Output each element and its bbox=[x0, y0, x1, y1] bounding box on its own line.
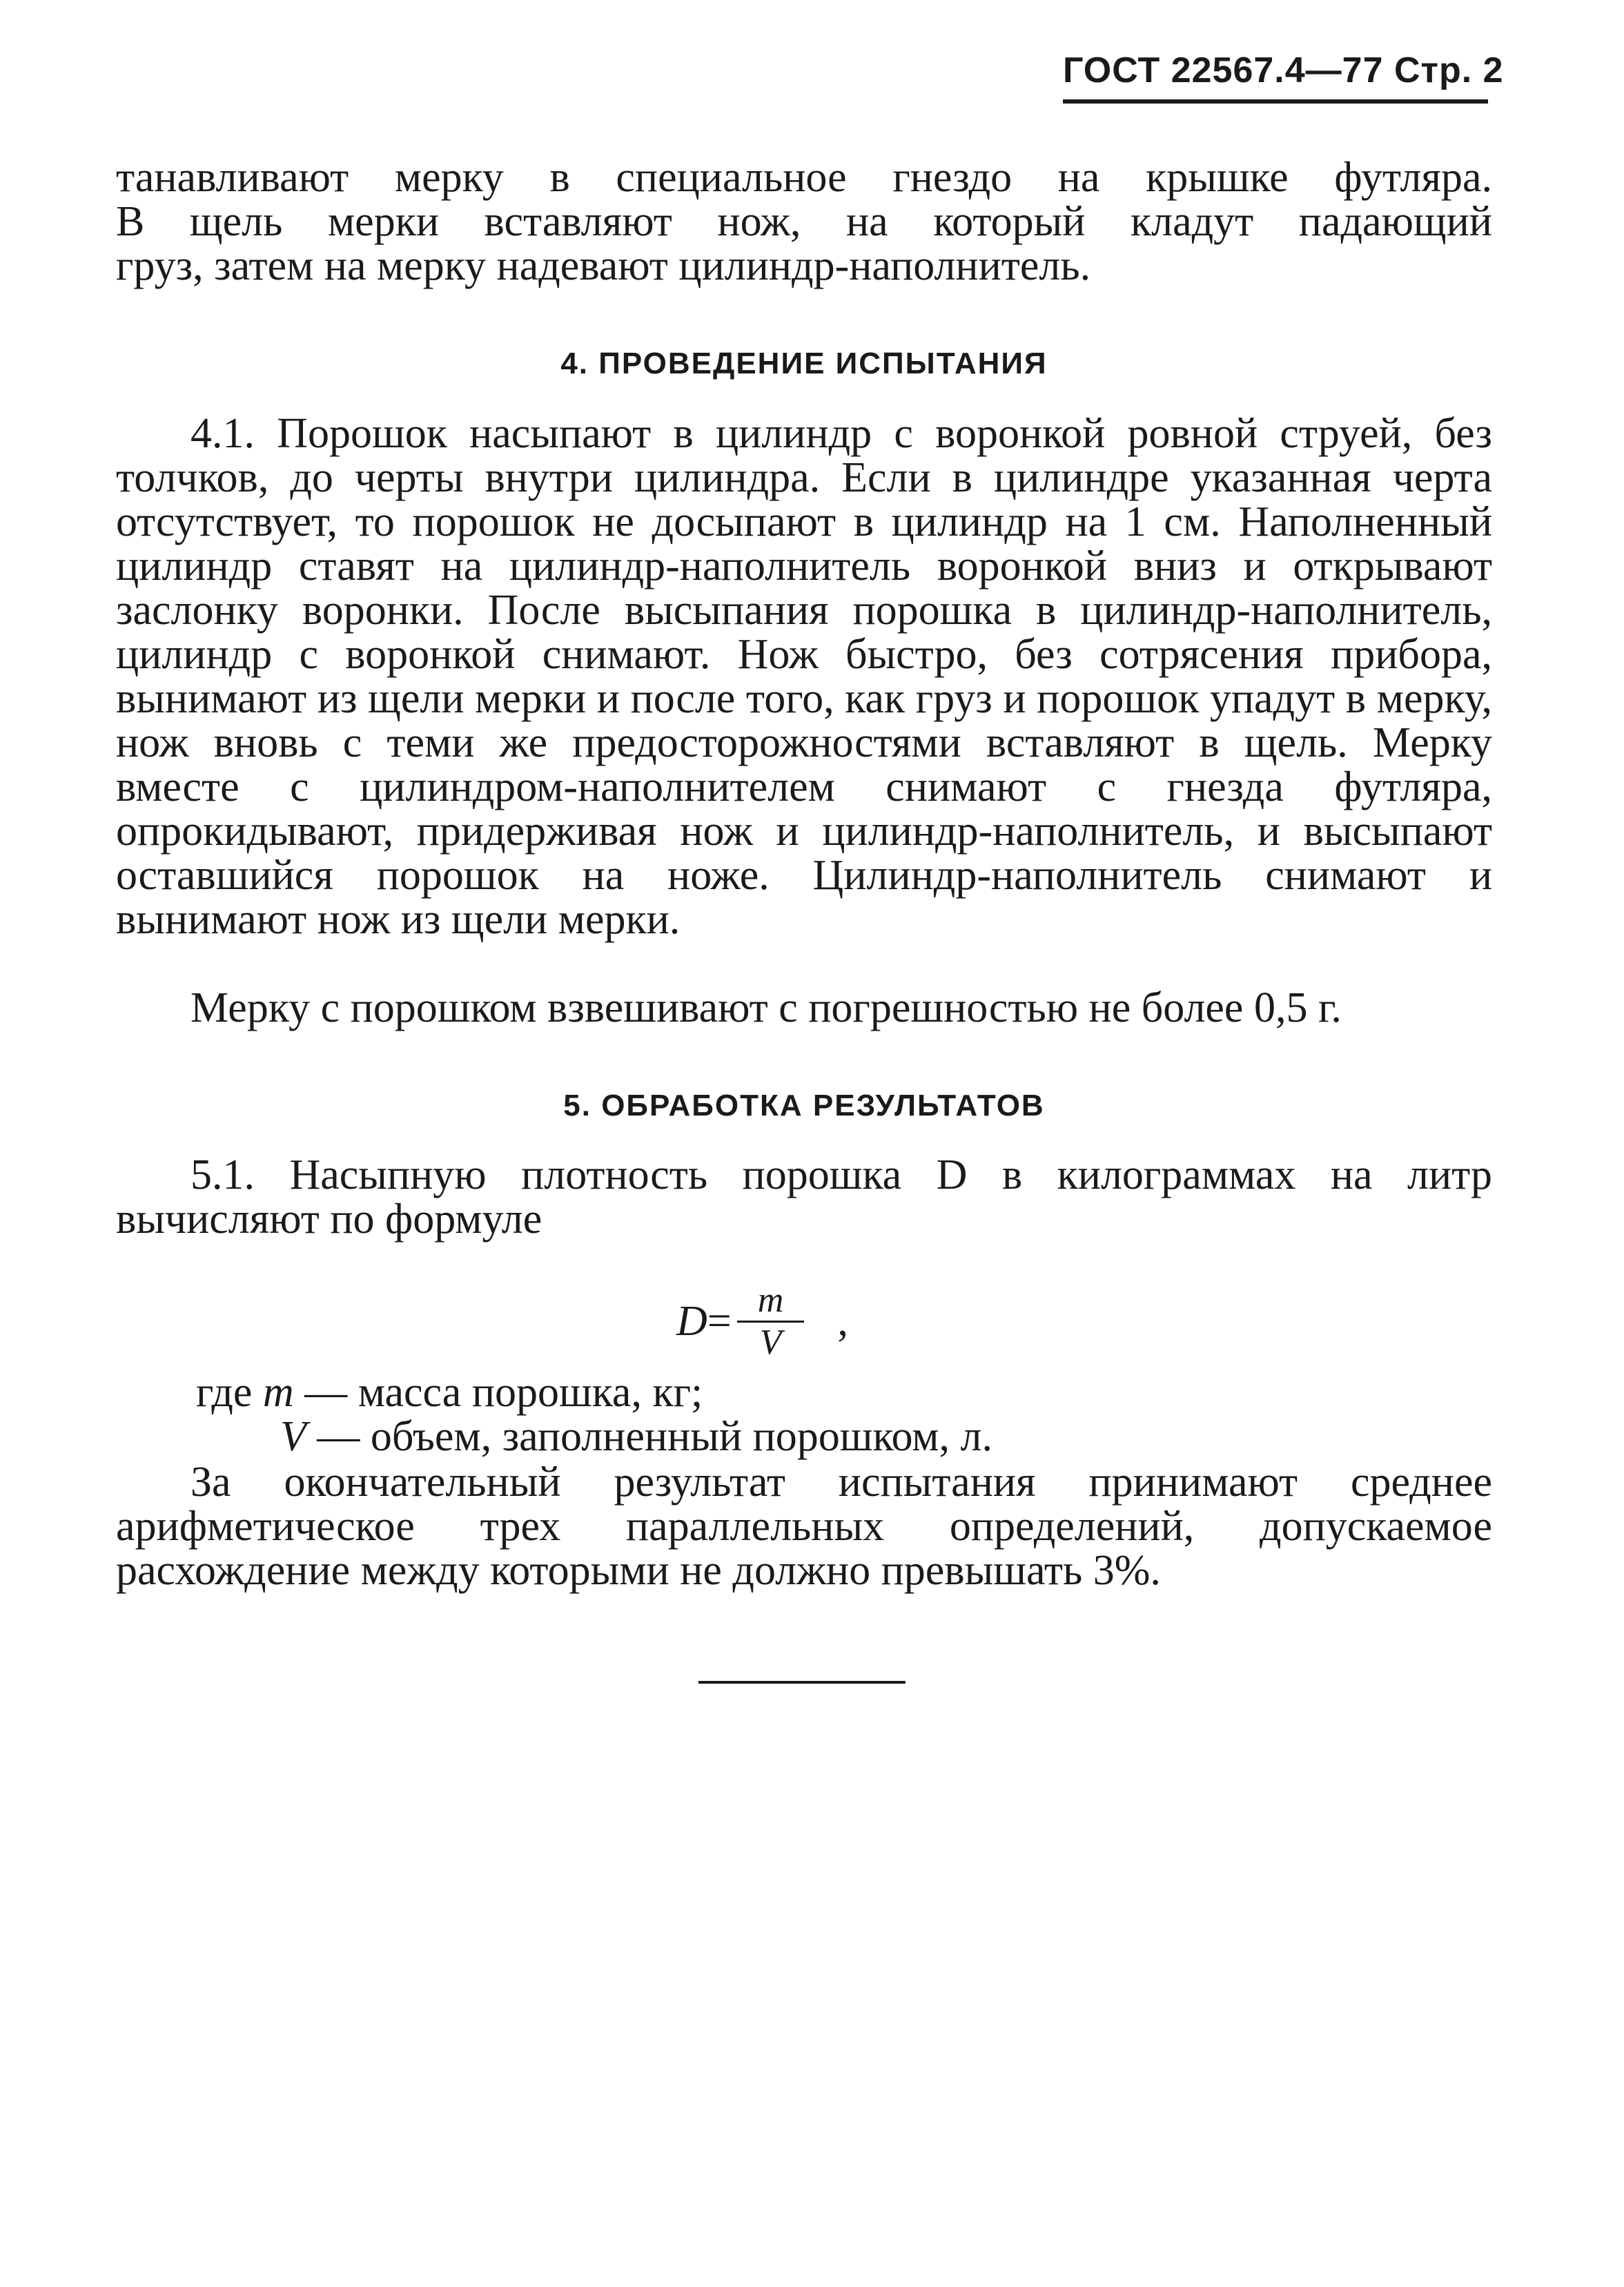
formula-numerator: m bbox=[737, 1281, 805, 1323]
section-4-heading: 4. ПРОВЕДЕНИЕ ИСПЫТАНИЯ bbox=[560, 347, 1048, 380]
formula-lhs: D bbox=[676, 1298, 707, 1345]
intro-line-3: груз, затем на мерку надевают цилиндр-наполнитель. bbox=[116, 242, 1091, 289]
formula-equals: = bbox=[707, 1298, 732, 1345]
where-m-symbol: m bbox=[262, 1369, 294, 1416]
where-m-text: — масса порошка, кг; bbox=[304, 1369, 703, 1416]
where-v-symbol: V bbox=[280, 1413, 306, 1460]
section-4-paragraph-1: 4.1. Порошок насыпают в цилиндр с воронкой ровной струей, без толчков, до черты внутри цилиндра. Если в цилиндре указанная черта отсутствует, то порошок не досыпают в цилиндр на 1 см. Наполненный цилиндр ставят на цилиндр-наполнитель воронкой вниз и открывают заслонку воронки. После высыпания порошка в цилиндр-наполнитель, цилиндр с воронкой снимают. Нож быстро, без сотрясения прибора, вынимают из щели мерки и после того, как груз и порошок упадут в мерку, нож вновь с теми же предосторожностями вставляют в щель. Мерку вместе с цилиндром-наполнителем снимают с гнезда футляра, опрокидывают, придерживая нож и цилиндр-наполнитель, и высыпают оставшийся порошок на ноже. Цилиндр-наполнитель снимают и вынимают нож из щели мерки. bbox=[116, 410, 1492, 943]
intro-line-2: В щель мерки вставляют нож, на который кладут падающий bbox=[116, 198, 1492, 245]
intro-line-1: танавливают мерку в специальное гнездо на крышке футляра. bbox=[116, 154, 1492, 201]
formula-denominator: V bbox=[759, 1323, 782, 1362]
section-4-paragraph-2: Мерку с порошком взвешивают с погрешностью не более 0,5 г. bbox=[190, 984, 1342, 1031]
end-divider bbox=[698, 1681, 906, 1684]
section-5-paragraph-2: За окончательный результат испытания принимают среднее арифметическое трех параллельных определений, допускаемое расхождение между которыми не должно превышать 3%. bbox=[116, 1459, 1492, 1594]
where-v-text: — объем, заполненный порошком, л. bbox=[317, 1413, 992, 1460]
where-line-m bbox=[196, 1370, 703, 1414]
formula-trailing-comma: , bbox=[837, 1298, 848, 1345]
section-5-paragraph-1: 5.1. Насыпную плотность порошка D в килограммах на литр вычисляют по формуле bbox=[116, 1151, 1492, 1243]
density-formula bbox=[676, 1281, 848, 1363]
page-header: ГОСТ 22567.4—77 Стр. 2 bbox=[1063, 50, 1488, 104]
formula-fraction bbox=[737, 1281, 805, 1363]
where-line-v bbox=[280, 1414, 992, 1459]
section-5-heading: 5. ОБРАБОТКА РЕЗУЛЬТАТОВ bbox=[563, 1089, 1045, 1122]
where-word: где bbox=[196, 1369, 253, 1416]
